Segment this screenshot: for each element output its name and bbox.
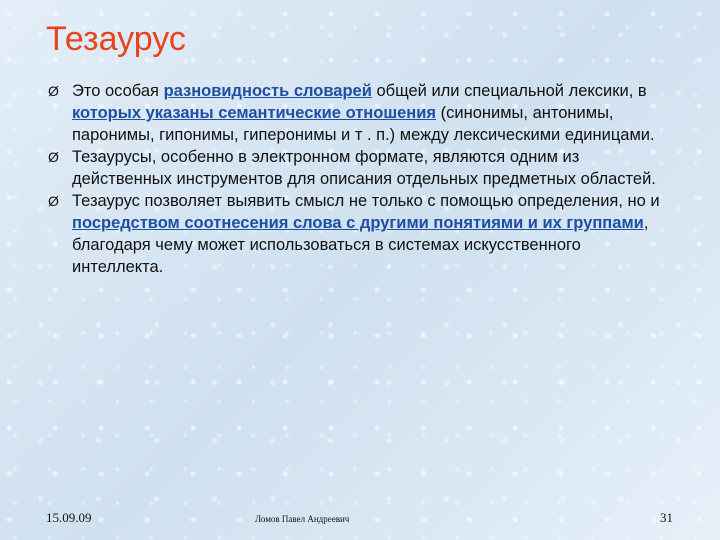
bullet-item	[46, 146, 676, 190]
arrow-bullet-icon: Ø	[48, 193, 59, 209]
bullet-text: (синонимы, антонимы, паронимы, гипонимы, гиперонимы и т . п.) между лексическими единицами.	[72, 104, 655, 144]
hyperlink-word-correlation[interactable]: посредством соотнесения слова с другими понятиями и их группами	[72, 214, 644, 232]
bullet-text: Тезаурусы, особенно в электронном формате, являются одним из действенных инструментов для описания отдельных предметных областей.	[72, 148, 656, 188]
bullet-text: Это особая	[72, 82, 164, 100]
hyperlink-dictionary-types[interactable]: разновидность словарей	[163, 82, 372, 100]
bullet-item	[46, 190, 676, 278]
arrow-bullet-icon: Ø	[48, 83, 59, 99]
bullet-text: Тезаурус позволяет выявить смысл не только с помощью определения, но и	[72, 192, 660, 210]
bullet-item	[46, 80, 676, 146]
slide-title: Тезаурус	[46, 20, 186, 58]
page-number: 31	[660, 510, 673, 525]
hyperlink-semantic-relations[interactable]: которых указаны семантические отношения	[72, 104, 437, 122]
bullet-text: , благодаря чему может использоваться в системах искусственного интеллекта.	[72, 214, 649, 276]
bullet-text: общей или специальной лексики, в	[371, 82, 647, 100]
footer-author: Ломов Павел Андреевич	[255, 514, 350, 524]
arrow-bullet-icon: Ø	[48, 149, 59, 165]
footer-date: 15.09.09	[46, 510, 92, 525]
bullet-list	[46, 80, 676, 278]
